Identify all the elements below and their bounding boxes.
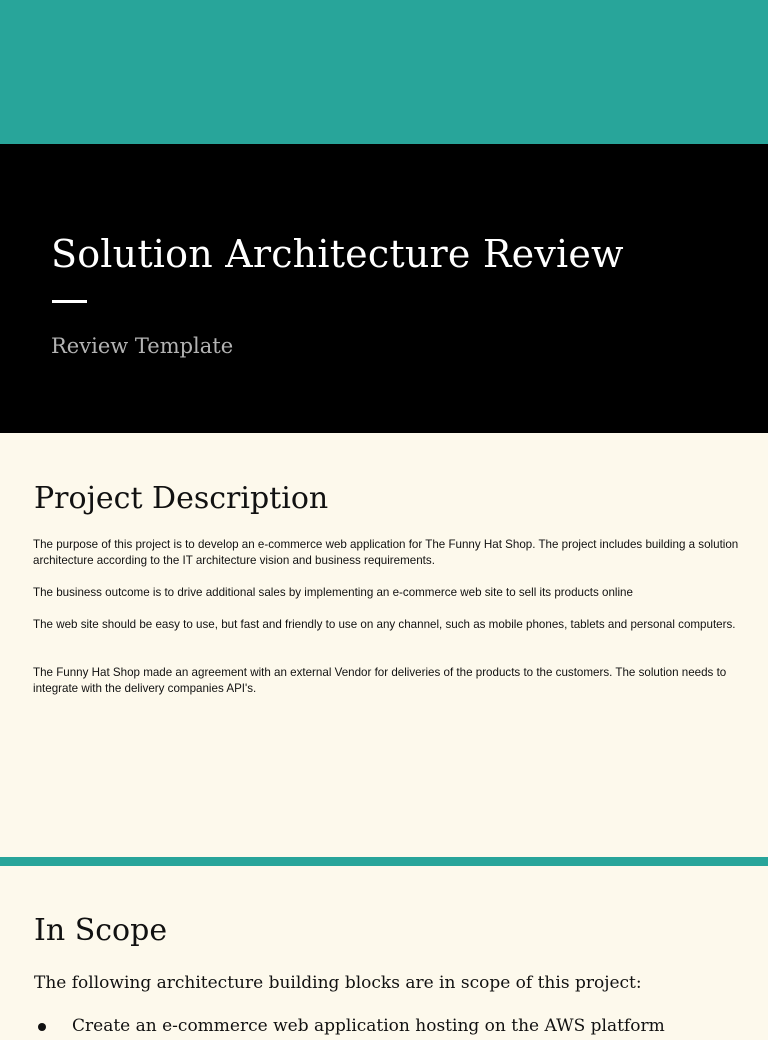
top-accent-band bbox=[0, 0, 768, 144]
list-item-text: Create an e-commerce web application hosting on the AWS platform bbox=[72, 1016, 665, 1036]
description-paragraph: The purpose of this project is to develop an e-commerce web application for The Funny Hat Shop. The project includes building a solution architecture according to the IT architecture vision and business requirements. bbox=[33, 538, 739, 567]
project-description-heading: Project Description bbox=[34, 481, 329, 516]
bullet-icon bbox=[38, 1023, 46, 1031]
description-paragraph: The web site should be easy to use, but fast and friendly to use on any channel, such as mobile phones, tablets and personal computers. bbox=[33, 618, 736, 631]
description-paragraph: The business outcome is to drive additional sales by implementing an e-commerce web site to sell its products online bbox=[33, 586, 633, 599]
document-subtitle: Review Template bbox=[51, 334, 234, 358]
in-scope-intro: The following architecture building blocks are in scope of this project: bbox=[34, 973, 642, 993]
list-item bbox=[34, 1012, 665, 1040]
section-divider-band bbox=[0, 857, 768, 866]
title-dash-divider bbox=[52, 300, 87, 303]
description-paragraph: The Funny Hat Shop made an agreement with an external Vendor for deliveries of the products to the customers. The solution needs to integrate with the delivery companies API's. bbox=[33, 666, 727, 695]
document-title: Solution Architecture Review bbox=[51, 232, 624, 276]
in-scope-list bbox=[34, 1012, 665, 1040]
title-slide bbox=[0, 144, 768, 433]
in-scope-heading: In Scope bbox=[34, 913, 168, 948]
